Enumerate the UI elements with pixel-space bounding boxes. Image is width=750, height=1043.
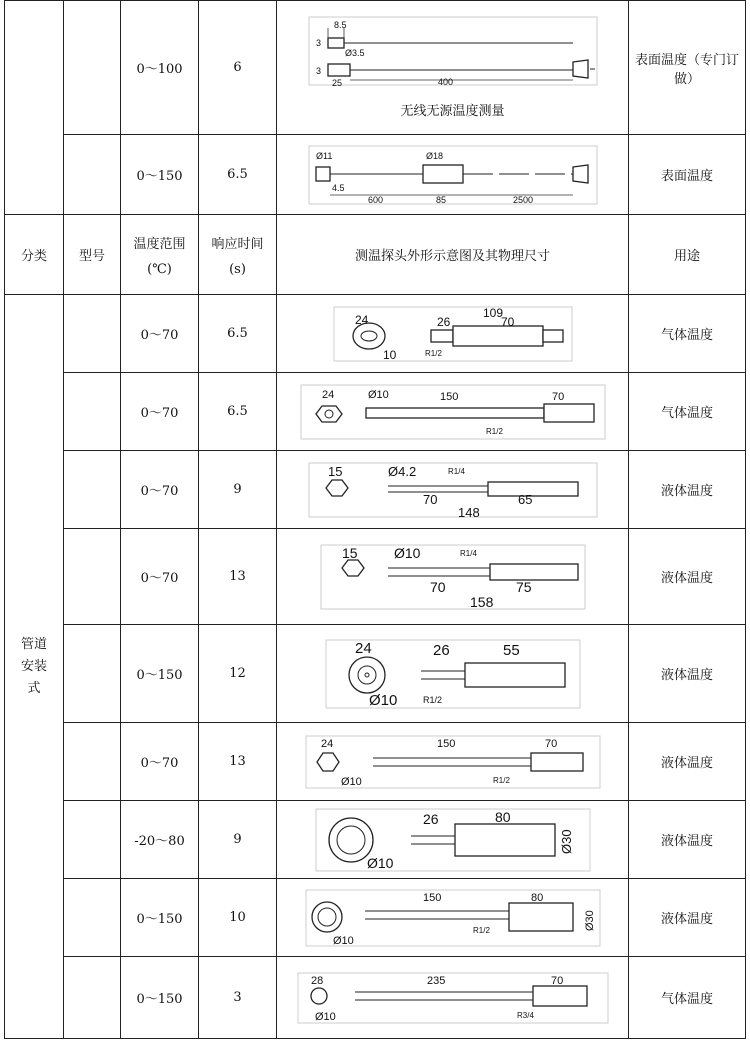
figure-cell (277, 625, 629, 723)
header-model: 型号 (64, 215, 121, 295)
category-cell (5, 1, 64, 215)
table-row (5, 135, 746, 215)
response-cell: 6.5 (199, 373, 277, 451)
svg-text:3: 3 (315, 38, 321, 48)
svg-text:Ø30: Ø30 (558, 828, 574, 854)
svg-text:85: 85 (435, 194, 446, 205)
header-usage: 用途 (629, 215, 746, 295)
svg-text:55: 55 (502, 641, 520, 659)
svg-text:15: 15 (341, 544, 358, 561)
svg-text:Ø10: Ø10 (340, 775, 362, 788)
svg-text:70: 70 (422, 491, 437, 507)
figure-cell (277, 957, 629, 1039)
svg-text:2500: 2500 (512, 194, 533, 205)
table-row (5, 723, 746, 801)
response-cell: 10 (199, 879, 277, 957)
probe-drawing (277, 16, 628, 86)
table-row (5, 625, 746, 723)
svg-text:24: 24 (354, 639, 372, 657)
response-cell: 6 (199, 1, 277, 135)
figure-cell (277, 723, 629, 801)
model-cell (64, 135, 121, 215)
svg-text:Ø30: Ø30 (583, 909, 596, 931)
usage-cell: 气体温度 (629, 373, 746, 451)
range-cell: 0～150 (121, 625, 199, 723)
figure-cell (277, 1, 629, 135)
table-row (5, 295, 746, 373)
probe-drawing (300, 384, 606, 440)
table-row (5, 373, 746, 451)
svg-text:25: 25 (331, 78, 342, 86)
svg-text:70: 70 (429, 578, 446, 595)
svg-text:Ø11: Ø11 (315, 150, 332, 161)
response-cell: 9 (199, 451, 277, 529)
svg-text:235: 235 (426, 974, 445, 987)
svg-text:70: 70 (500, 314, 514, 329)
range-cell: 0～150 (121, 879, 199, 957)
range-cell: 0～70 (121, 295, 199, 373)
model-cell (64, 373, 121, 451)
svg-text:80: 80 (494, 808, 511, 825)
model-cell (64, 295, 121, 373)
svg-text:Ø18: Ø18 (425, 150, 443, 161)
header-response (199, 215, 277, 295)
model-cell (64, 625, 121, 723)
range-cell: 0～70 (121, 723, 199, 801)
probe-drawing (305, 735, 601, 789)
probe-drawing (325, 639, 581, 709)
header-range-unit: (℃) (147, 261, 172, 277)
group-label-cell (5, 295, 64, 1039)
usage-cell: 表面温度（专门订做） (629, 1, 746, 135)
svg-text:109: 109 (482, 305, 503, 320)
svg-text:R1/2: R1/2 (424, 348, 442, 358)
range-cell: 0～70 (121, 529, 199, 625)
model-cell (64, 451, 121, 529)
svg-text:R3/4: R3/4 (516, 1010, 534, 1020)
svg-text:158: 158 (469, 593, 493, 610)
usage-cell: 表面温度 (629, 135, 746, 215)
model-cell (64, 529, 121, 625)
model-cell (64, 957, 121, 1039)
svg-text:28: 28 (310, 974, 323, 987)
range-cell: -20～80 (121, 801, 199, 879)
table-row (5, 451, 746, 529)
usage-cell: 液体温度 (629, 451, 746, 529)
response-cell: 12 (199, 625, 277, 723)
response-cell: 9 (199, 801, 277, 879)
response-cell: 13 (199, 529, 277, 625)
usage-cell: 气体温度 (629, 957, 746, 1039)
svg-text:8.5: 8.5 (333, 20, 347, 30)
figure-cell (277, 451, 629, 529)
probe-drawing (277, 145, 628, 205)
range-cell: 0～70 (121, 373, 199, 451)
figure-cell (277, 879, 629, 957)
range-cell: 0～100 (121, 1, 199, 135)
usage-cell: 液体温度 (629, 625, 746, 723)
svg-text:Ø4.2: Ø4.2 (387, 463, 416, 479)
svg-text:26: 26 (436, 314, 450, 329)
range-cell: 0～150 (121, 135, 199, 215)
figure-caption: 无线无源温度测量 (400, 104, 505, 119)
table-row (5, 529, 746, 625)
svg-text:R1/4: R1/4 (459, 548, 477, 558)
header-row (5, 215, 746, 295)
usage-cell: 液体温度 (629, 723, 746, 801)
header-category: 分类 (5, 215, 64, 295)
svg-text:Ø3.5: Ø3.5 (344, 48, 365, 58)
probe-drawing (297, 972, 609, 1024)
table-row (5, 879, 746, 957)
table-row (5, 957, 746, 1039)
svg-text:24: 24 (321, 388, 334, 401)
figure-cell (277, 295, 629, 373)
svg-text:150: 150 (439, 390, 458, 403)
svg-text:70: 70 (551, 390, 564, 403)
range-cell: 0～150 (121, 957, 199, 1039)
group-label: 管道安装式 (20, 636, 47, 696)
svg-text:75: 75 (515, 578, 532, 595)
svg-text:R1/2: R1/2 (492, 775, 510, 785)
svg-text:4.5: 4.5 (331, 182, 345, 193)
svg-text:Ø10: Ø10 (366, 854, 393, 871)
figure-cell (277, 373, 629, 451)
svg-text:600: 600 (367, 194, 383, 205)
svg-text:26: 26 (432, 641, 450, 659)
model-cell (64, 801, 121, 879)
probe-drawing (305, 889, 601, 947)
svg-text:R1/2: R1/2 (485, 426, 503, 436)
model-cell (64, 1, 121, 135)
response-cell: 13 (199, 723, 277, 801)
svg-text:10: 10 (382, 347, 396, 362)
probe-drawing (315, 808, 591, 872)
header-range-label: 温度范围 (133, 236, 186, 252)
svg-text:R1/4: R1/4 (447, 466, 465, 476)
figure-cell (277, 801, 629, 879)
spec-table (4, 0, 746, 1039)
svg-text:150: 150 (436, 737, 455, 750)
probe-drawing (320, 544, 586, 610)
model-cell (64, 879, 121, 957)
usage-cell: 液体温度 (629, 529, 746, 625)
svg-text:80: 80 (530, 891, 543, 904)
probe-drawing (308, 462, 598, 518)
header-figure: 测温探头外形示意图及其物理尺寸 (277, 215, 629, 295)
svg-text:R1/2: R1/2 (422, 694, 442, 705)
svg-text:15: 15 (327, 463, 342, 479)
header-range (121, 215, 199, 295)
model-cell (64, 723, 121, 801)
svg-text:24: 24 (354, 312, 368, 327)
svg-text:65: 65 (517, 491, 532, 507)
header-response-label: 响应时间 (211, 236, 264, 252)
svg-text:26: 26 (422, 810, 439, 827)
svg-text:Ø10: Ø10 (368, 691, 397, 709)
usage-cell: 气体温度 (629, 295, 746, 373)
svg-text:148: 148 (457, 504, 480, 518)
svg-text:150: 150 (422, 891, 441, 904)
usage-cell: 液体温度 (629, 801, 746, 879)
svg-text:70: 70 (550, 974, 563, 987)
response-cell: 6.5 (199, 135, 277, 215)
figure-cell (277, 135, 629, 215)
svg-text:70: 70 (544, 737, 557, 750)
range-cell: 0～70 (121, 451, 199, 529)
response-cell: 6.5 (199, 295, 277, 373)
usage-cell: 液体温度 (629, 879, 746, 957)
figure-cell (277, 529, 629, 625)
svg-text:Ø10: Ø10 (393, 544, 420, 561)
svg-text:24: 24 (320, 737, 333, 750)
probe-drawing (333, 306, 573, 362)
svg-text:400: 400 (437, 77, 453, 86)
svg-text:Ø10: Ø10 (332, 934, 354, 947)
svg-text:Ø10: Ø10 (314, 1010, 336, 1023)
table-row (5, 801, 746, 879)
svg-text:3: 3 (315, 66, 321, 76)
response-cell: 3 (199, 957, 277, 1039)
svg-text:Ø10: Ø10 (367, 388, 389, 401)
table-row (5, 1, 746, 135)
header-response-unit: (s) (229, 261, 246, 277)
svg-text:R1/2: R1/2 (472, 925, 490, 935)
